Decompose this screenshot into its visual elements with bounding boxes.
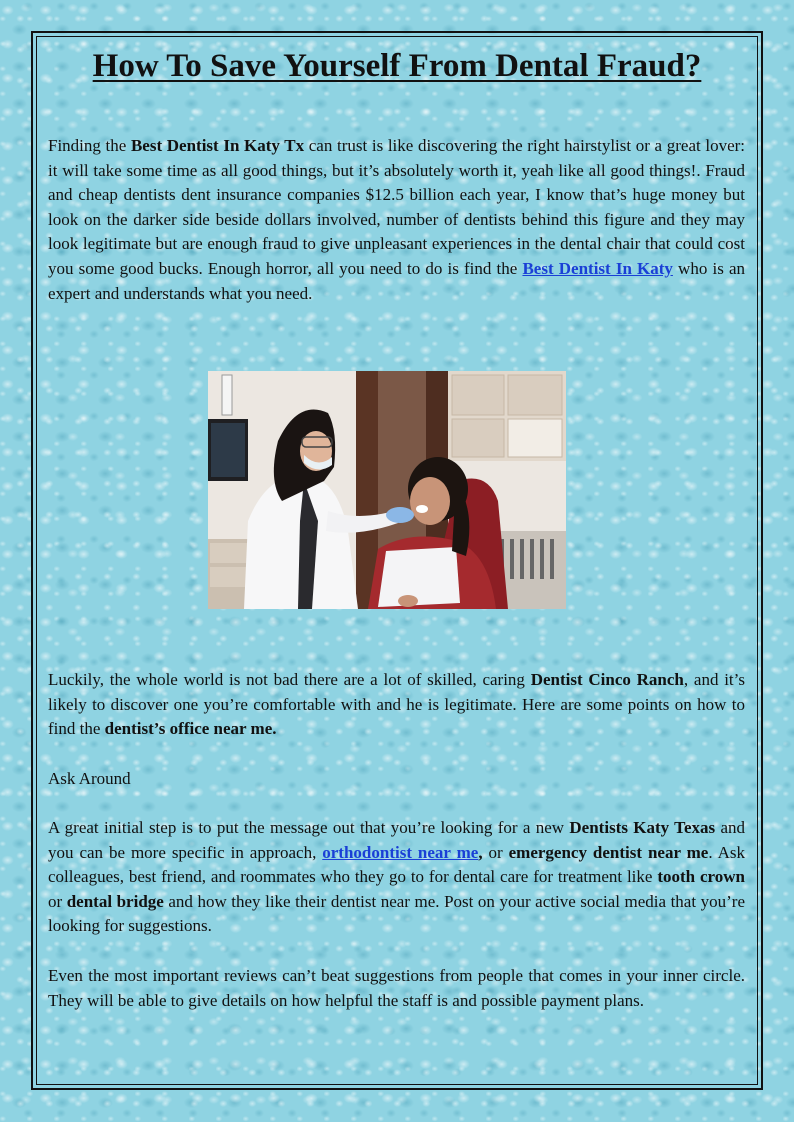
text-span: Luckily, the whole world is not bad there are a lot of skilled, caring — [48, 670, 531, 689]
orthodontist-link[interactable]: orthodontist near me — [322, 842, 479, 862]
bold-keyword: emergency dentist near me — [508, 842, 709, 862]
bold-keyword: , — [478, 842, 483, 862]
text-span: and how they like their dentist near me. Post on your active social media that you’re looking for suggestions. — [48, 891, 745, 936]
bold-keyword: dental bridge — [66, 891, 164, 911]
third-paragraph — [48, 816, 745, 939]
text-span: can trust is like discovering the right hairstylist or a great lover: it will take some time as all good things, but it’s absolutely worth it, yeah like all good things!. Fraud and cheap dentists dent insurance companies $12.5 billion each year, I know that’s huge money but look on the darker side beside dollars involved, number of dentists behind this figure and they may look legitimate but are enough fraud to give unpleasant experiences in the dental chair that could cost you some good bucks. Enough horror, all you need to do is find the — [48, 136, 745, 278]
page-title: How To Save Yourself From Dental Fraud? — [92, 48, 702, 84]
fourth-paragraph: Even the most important reviews can’t beat suggestions from people that comes in your inner circle. They will be able to give details on how helpful the staff is and possible payment plans. — [48, 966, 745, 1010]
text-span: Finding the — [48, 136, 131, 155]
text-span: A great initial step is to put the message out that you’re looking for a new — [48, 818, 570, 837]
best-dentist-link[interactable]: Best Dentist In Katy — [522, 258, 673, 278]
bold-keyword: Best Dentist In Katy Tx — [130, 136, 305, 155]
text-span: or — [482, 842, 509, 862]
bold-keyword: Dentist Cinco Ranch — [530, 670, 684, 689]
second-paragraph — [48, 668, 745, 742]
text-span: . Ask colleagues, best friend, and roommates who they go to for dental care for treatment like — [48, 842, 745, 887]
section-heading: Ask Around — [48, 769, 131, 788]
bold-keyword: Dentists Katy Texas — [569, 818, 716, 837]
text-span: who is an expert and understands what you need. — [48, 258, 745, 303]
text-span: , and it’s likely to discover one you’re comfortable with and he is legitimate. Here are some points on how to find the — [48, 670, 745, 739]
bold-keyword: dentist’s office near me. — [104, 719, 277, 739]
dentist-patient-photo — [208, 371, 566, 609]
text-span: or — [48, 891, 67, 911]
bold-keyword: tooth crown — [657, 867, 745, 887]
text-span: and you can be more specific in approach, — [48, 818, 745, 862]
intro-paragraph — [48, 134, 745, 306]
